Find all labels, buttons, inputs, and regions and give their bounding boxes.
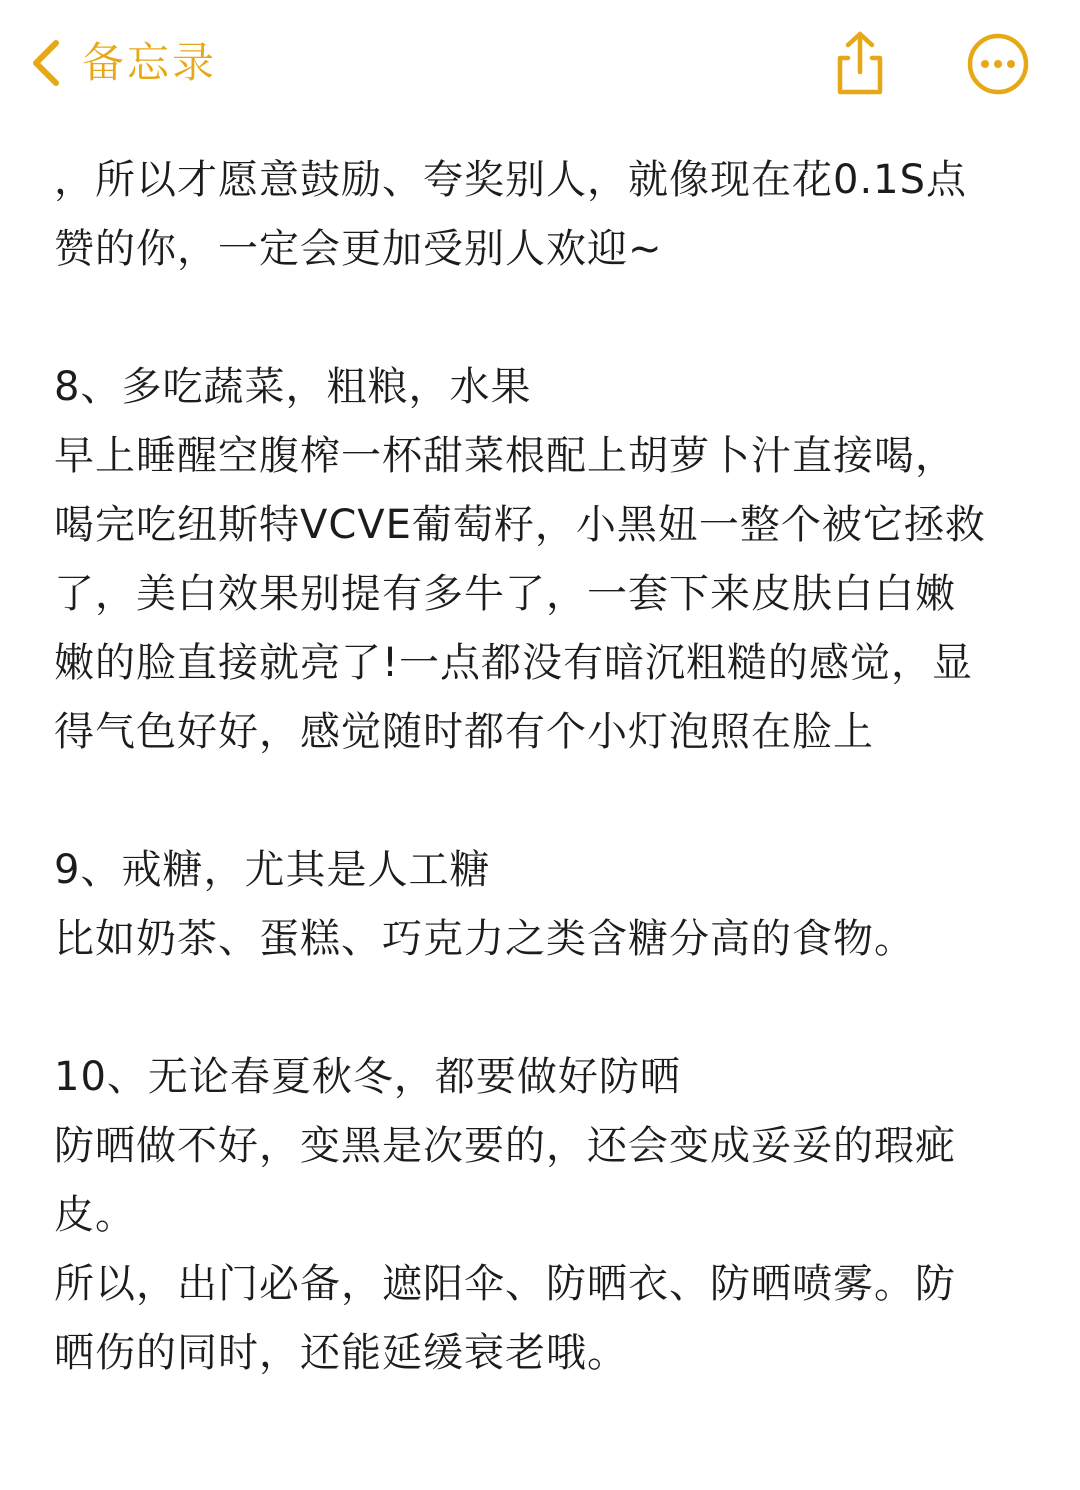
navigation-bar [0,0,1080,130]
share-button[interactable] [826,30,894,98]
note-gap [54,974,1044,1043]
share-icon [826,30,894,98]
back-button[interactable] [28,30,217,96]
note-line: 皮。 [54,1192,136,1238]
note-line: 早上睡醒空腹榨一杯甜菜根配上胡萝卜汁直接喝， [54,433,956,479]
back-label: 备忘录 [82,38,218,87]
note-line: 所以，出门必备，遮阳伞、防晒衣、防晒喷雾。防 [54,1261,956,1307]
more-icon [964,30,1032,98]
more-button[interactable] [964,30,1032,98]
note-body[interactable] [54,146,1044,1388]
note-line: 嫩的脸直接就亮了!一点都没有暗沉粗糙的感觉，显 [54,640,974,686]
note-heading: 8、多吃蔬菜，粗粮，水果 [54,364,532,410]
note-line: 防晒做不好，变黑是次要的，还会变成妥妥的瑕疵 [54,1123,956,1169]
note-line: 得气色好好，感觉随时都有个小灯泡照在脸上 [54,709,874,755]
note-line: ，所以才愿意鼓励、夸奖别人，就像现在花0.1S点 [54,157,968,203]
note-gap [54,284,1044,353]
note-line: 喝完吃纽斯特VCVE葡萄籽，小黑妞一整个被它拯救 [54,502,986,548]
note-line: 晒伤的同时，还能延缓衰老哦。 [54,1330,628,1376]
note-line: 比如奶茶、蛋糕、巧克力之类含糖分高的食物。 [54,916,915,962]
note-heading: 10、无论春夏秋冬，都要做好防晒 [54,1054,681,1100]
chevron-left-icon [28,37,64,89]
note-gap [54,767,1044,836]
note-line: 赞的你，一定会更加受别人欢迎~ [54,226,663,272]
note-line: 了，美白效果别提有多牛了，一套下来皮肤白白嫩 [54,571,956,617]
note-heading: 9、戒糖，尤其是人工糖 [54,847,491,893]
